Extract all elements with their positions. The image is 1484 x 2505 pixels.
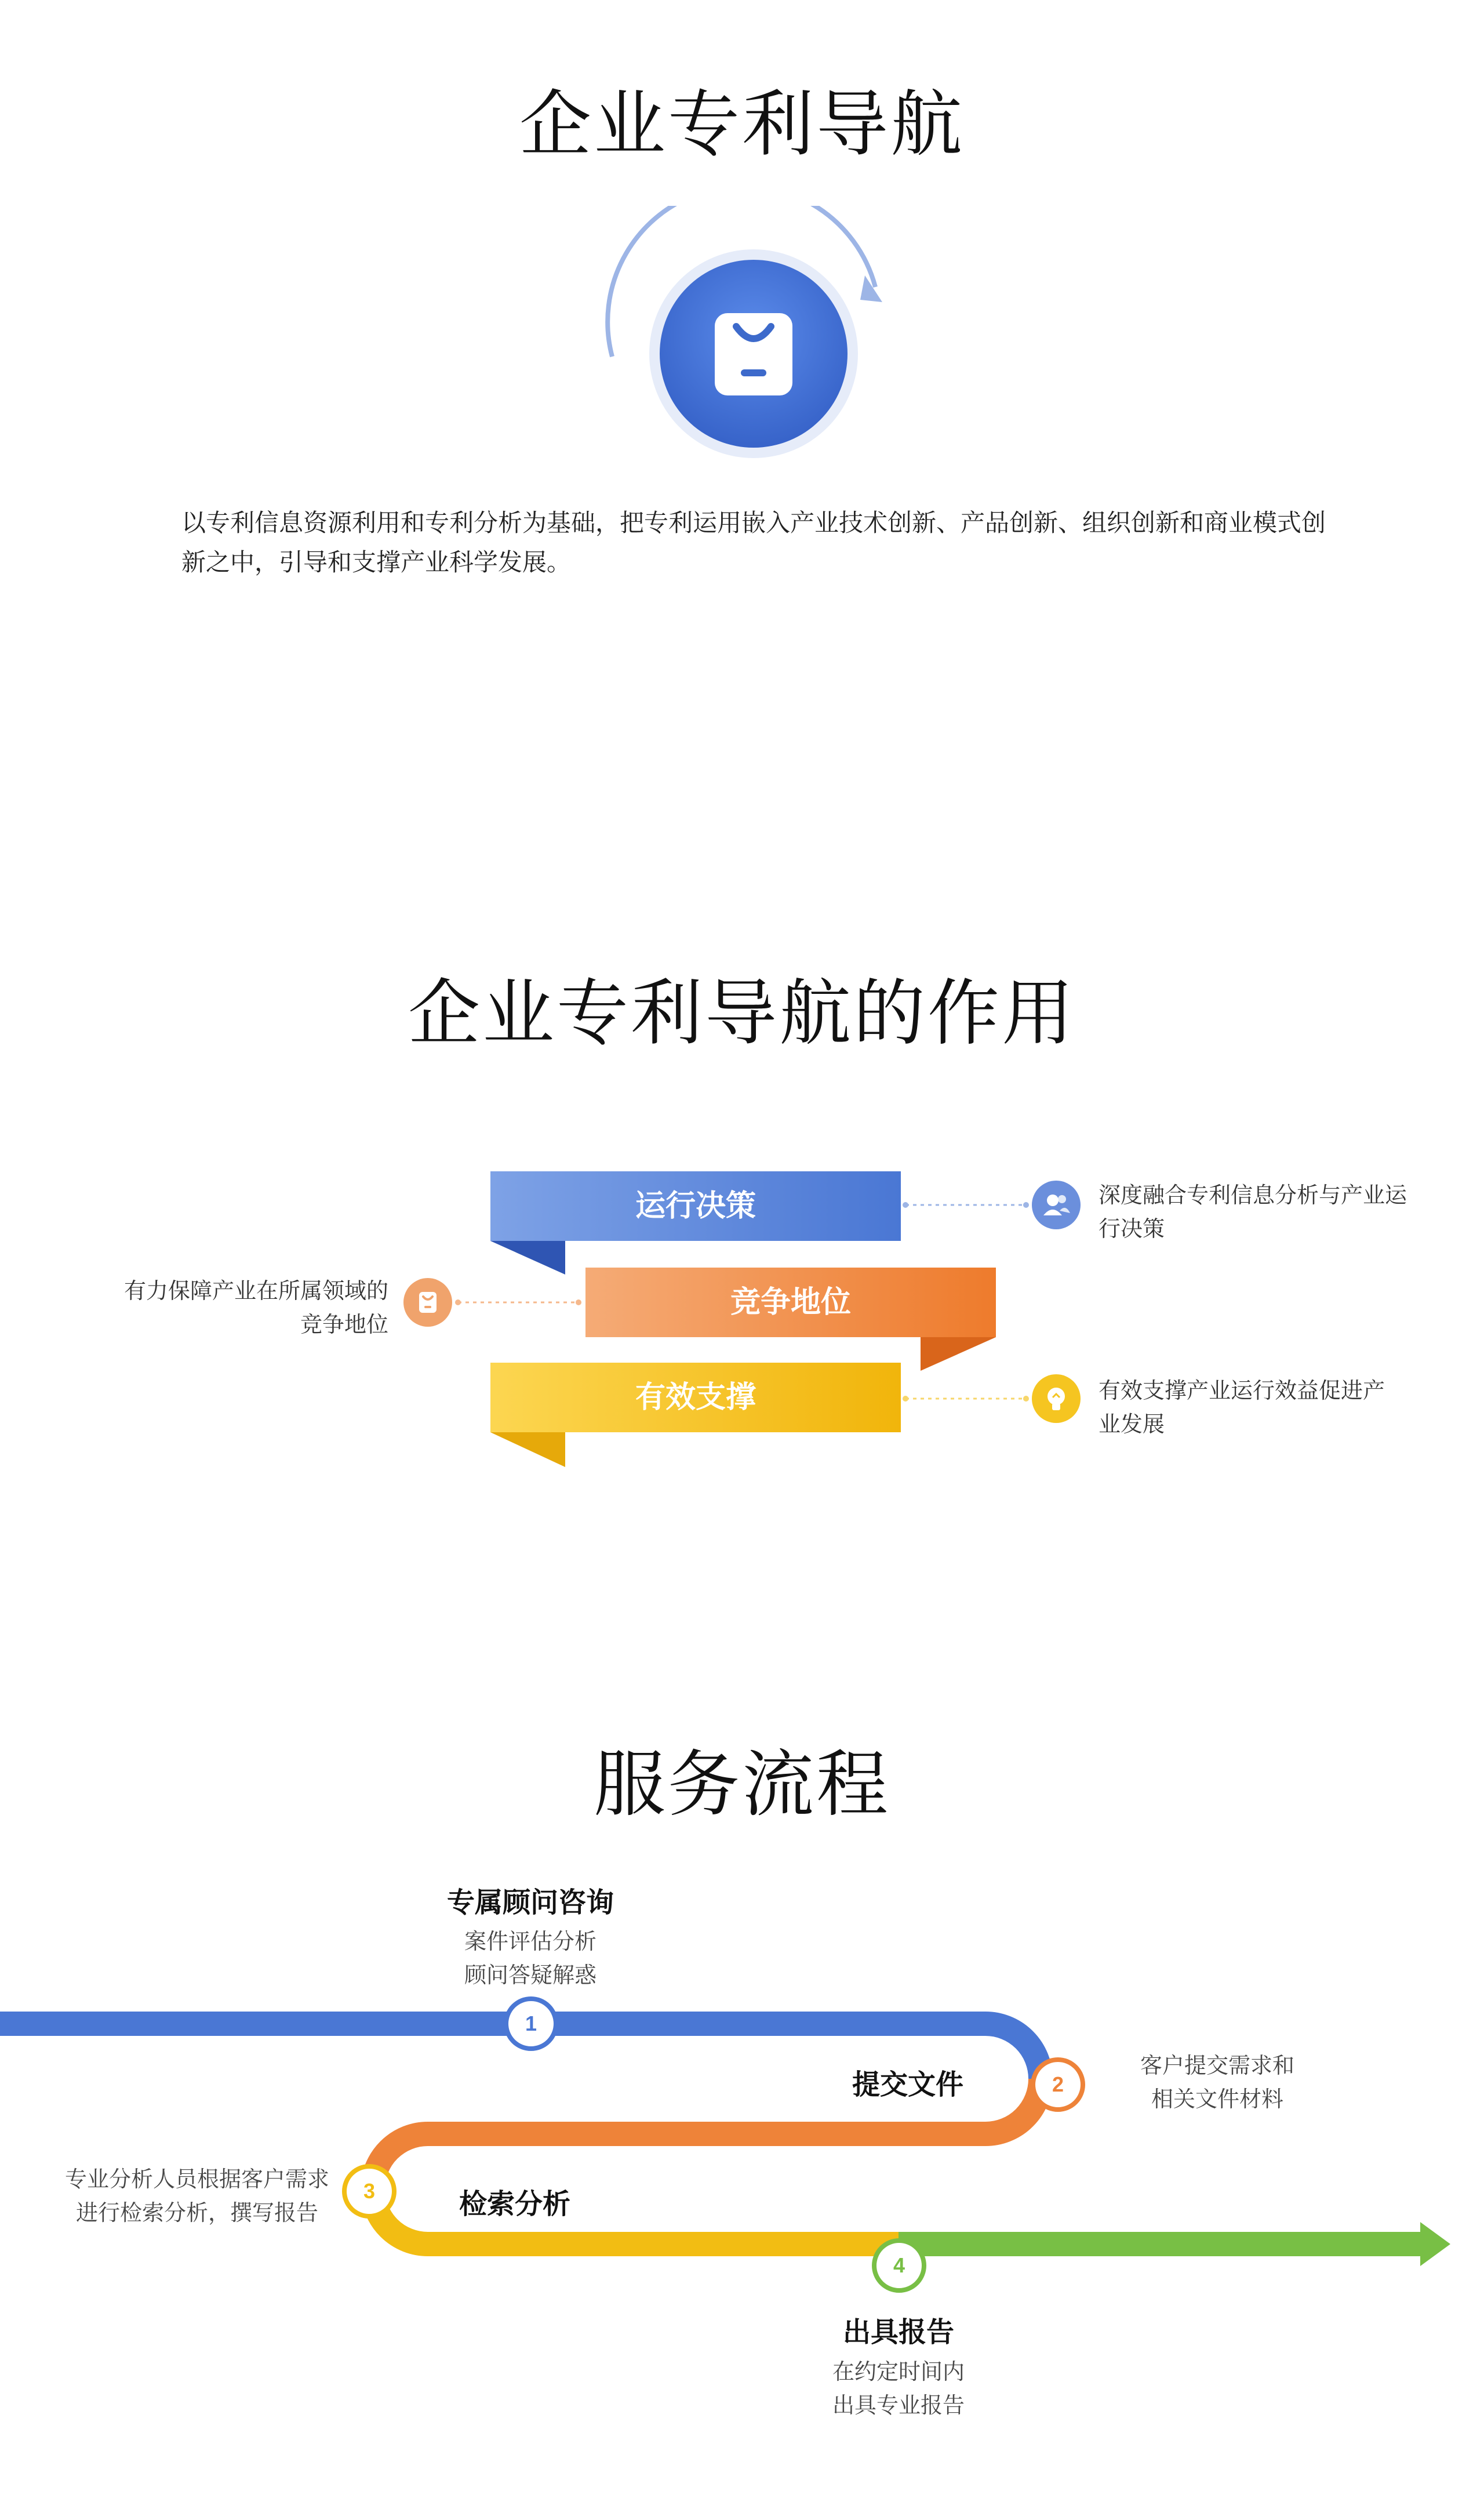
intro-paragraph: 以专利信息资源利用和专利分析为基础，把专利运用嵌入产业技术创新、产品创新、组织创新和商业模式创新之中，引导和支撑产业科学发展。 [181, 509, 1326, 576]
step-desc-4-line-2: 出具专业报告 [832, 2394, 965, 2418]
ribbon-fold-blue [490, 1241, 565, 1275]
lightbulb-icon [1032, 1374, 1081, 1423]
step-node-4: 4 [872, 2238, 926, 2293]
step-desc-1-line-2: 顾问答疑解惑 [464, 1963, 596, 1988]
role-desc-3: 有效支撑产业运行效益促进产业发展 [1099, 1379, 1385, 1437]
step-desc-4 [783, 2355, 1014, 2423]
users-icon [1032, 1181, 1081, 1229]
step-desc-3-line-2: 进行检索分析，撰写报告 [75, 2201, 318, 2226]
ribbon-fold-yellow [490, 1432, 565, 1467]
step-node-1: 1 [504, 1996, 558, 2051]
section2-title: 企业专利导航的作用 [408, 974, 1076, 1054]
ribbon-label-1: 运行决策 [635, 1189, 756, 1223]
track-arrowhead [1420, 2222, 1450, 2266]
step-desc-2-line-1: 客户提交需求和 [1140, 2054, 1294, 2078]
step-desc-3 [58, 2163, 336, 2230]
step-title-1: 专属顾问咨询 [446, 1887, 614, 1918]
track-segment-3 [373, 2189, 899, 2244]
section3-title: 服务流程 [593, 1745, 890, 1825]
role-desc-2: 有力保障产业在所属领域的竞争地位 [123, 1279, 388, 1337]
ribbon-label-2: 竞争地位 [730, 1286, 851, 1319]
step-node-2: 2 [1031, 2057, 1085, 2112]
step-title-2: 提交文件 [852, 2070, 964, 2100]
step-desc-4-line-1: 在约定时间内 [832, 2360, 965, 2384]
step-desc-1-line-1: 案件评估分析 [464, 1930, 596, 1954]
step-desc-3-line-1: 专业分析人员根据客户需求 [64, 2168, 329, 2192]
step-desc-1 [414, 1925, 646, 1992]
ribbon-fold-orange [921, 1337, 996, 1371]
process-track [0, 1972, 1484, 2319]
step-node-3: 3 [342, 2164, 397, 2219]
step-desc-2 [1101, 2049, 1333, 2116]
ribbon-label-3: 有效支撑 [635, 1381, 756, 1414]
section1-title: 企业专利导航 [519, 85, 965, 165]
step-title-3: 检索分析 [459, 2189, 571, 2220]
badge-icon [403, 1278, 452, 1327]
step-desc-2-line-2: 相关文件材料 [1151, 2088, 1283, 2112]
step-title-4: 出具报告 [842, 2317, 954, 2348]
role-desc-1: 深度融合专利信息分析与产业运行决策 [1099, 1183, 1407, 1241]
